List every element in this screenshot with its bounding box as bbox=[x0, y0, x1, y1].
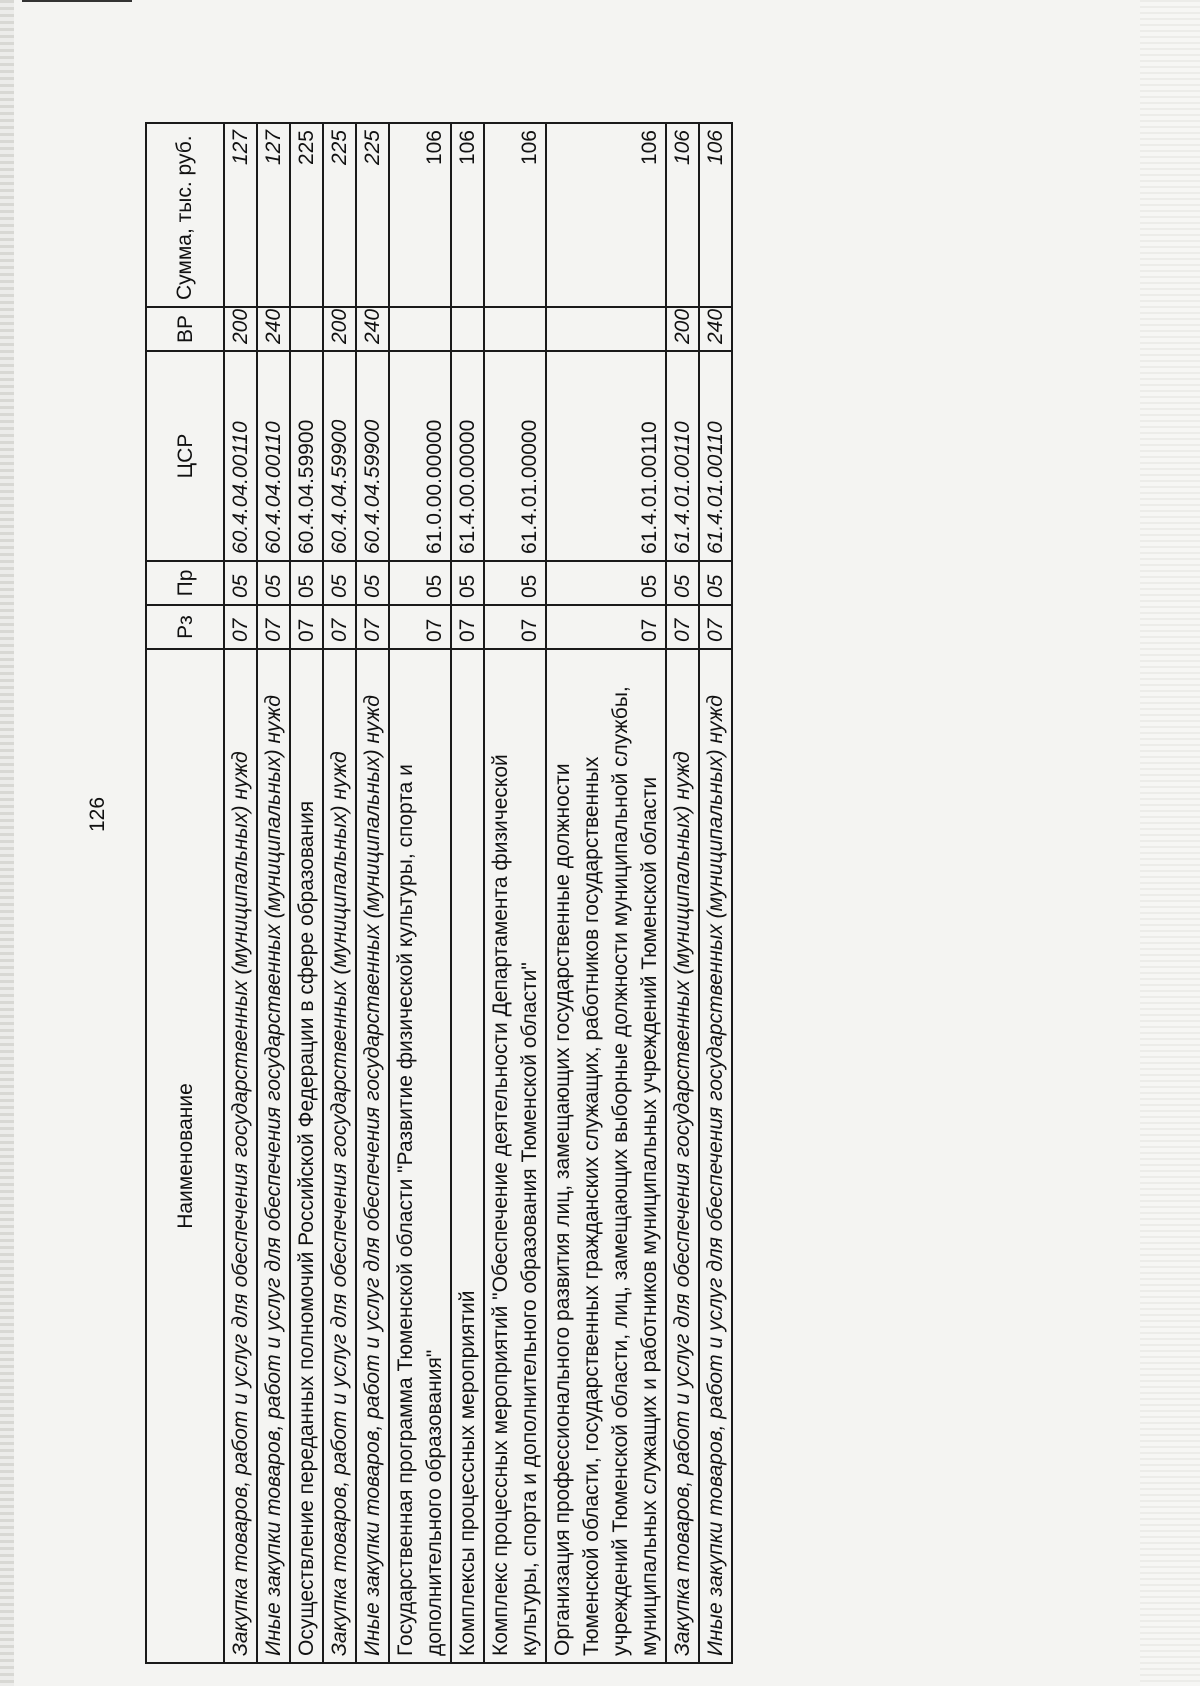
cell-name: Осуществление переданных полномочий Российской Федерации в сфере образования bbox=[290, 649, 323, 1663]
cell-name: Комплексы процессных мероприятий bbox=[451, 649, 484, 1663]
cell-pr: 05 bbox=[224, 561, 257, 605]
cell-csr: 60.4.04.59900 bbox=[356, 351, 389, 561]
table-row bbox=[257, 123, 290, 1663]
cell-name: Закупка товаров, работ и услуг для обеспечения государственных (муниципальных) нужд bbox=[666, 649, 699, 1663]
cell-vr bbox=[546, 307, 666, 351]
cell-pr: 05 bbox=[389, 561, 451, 605]
cell-vr: 240 bbox=[699, 307, 732, 351]
table-row bbox=[546, 123, 666, 1663]
cell-pr: 05 bbox=[451, 561, 484, 605]
cell-vr: 200 bbox=[666, 307, 699, 351]
cell-sum: 225 bbox=[290, 123, 323, 307]
cell-sum: 225 bbox=[356, 123, 389, 307]
table-row bbox=[224, 123, 257, 1663]
cell-csr: 60.4.04.59900 bbox=[323, 351, 356, 561]
table-row bbox=[699, 123, 732, 1663]
cell-pr: 05 bbox=[356, 561, 389, 605]
budget-table bbox=[145, 122, 733, 1664]
header-vr: ВР bbox=[146, 307, 224, 351]
table-row bbox=[389, 123, 451, 1663]
cell-rz: 07 bbox=[666, 605, 699, 649]
cell-pr: 05 bbox=[699, 561, 732, 605]
table-row bbox=[451, 123, 484, 1663]
cell-rz: 07 bbox=[257, 605, 290, 649]
cell-name: Иные закупки товаров, работ и услуг для обеспечения государственных (муниципальных) нужд bbox=[356, 649, 389, 1663]
cell-pr: 05 bbox=[323, 561, 356, 605]
cell-vr: 240 bbox=[257, 307, 290, 351]
table-row bbox=[484, 123, 546, 1663]
cell-vr bbox=[451, 307, 484, 351]
cell-sum: 106 bbox=[451, 123, 484, 307]
header-rz: Рз bbox=[146, 605, 224, 649]
cell-sum: 127 bbox=[257, 123, 290, 307]
header-name: Наименование bbox=[146, 649, 224, 1663]
table-body bbox=[224, 123, 732, 1663]
rotated-table-wrapper bbox=[145, 124, 733, 1664]
cell-vr: 240 bbox=[356, 307, 389, 351]
cell-rz: 07 bbox=[224, 605, 257, 649]
page-number: 126 bbox=[86, 796, 109, 832]
table-row bbox=[356, 123, 389, 1663]
cell-sum: 127 bbox=[224, 123, 257, 307]
cell-vr bbox=[389, 307, 451, 351]
cell-sum: 106 bbox=[484, 123, 546, 307]
cell-pr: 05 bbox=[546, 561, 666, 605]
cell-sum: 106 bbox=[699, 123, 732, 307]
cell-rz: 07 bbox=[290, 605, 323, 649]
cell-rz: 07 bbox=[389, 605, 451, 649]
cell-csr: 61.4.00.00000 bbox=[451, 351, 484, 561]
cell-sum: 106 bbox=[389, 123, 451, 307]
cell-pr: 05 bbox=[257, 561, 290, 605]
cell-rz: 07 bbox=[451, 605, 484, 649]
cell-pr: 05 bbox=[484, 561, 546, 605]
cell-rz: 07 bbox=[699, 605, 732, 649]
scan-edge-left bbox=[0, 0, 14, 1686]
cell-vr bbox=[484, 307, 546, 351]
cell-csr: 61.0.00.00000 bbox=[389, 351, 451, 561]
table-row bbox=[323, 123, 356, 1663]
cell-rz: 07 bbox=[323, 605, 356, 649]
cell-csr: 61.4.01.00000 bbox=[484, 351, 546, 561]
cell-name: Закупка товаров, работ и услуг для обеспечения государственных (муниципальных) нужд bbox=[323, 649, 356, 1663]
header-csr: ЦСР bbox=[146, 351, 224, 561]
cell-rz: 07 bbox=[356, 605, 389, 649]
scan-edge-right bbox=[1140, 0, 1200, 1686]
cell-sum: 106 bbox=[546, 123, 666, 307]
table-row bbox=[290, 123, 323, 1663]
cell-csr: 61.4.01.00110 bbox=[699, 351, 732, 561]
header-pr: Пр bbox=[146, 561, 224, 605]
cell-csr: 60.4.04.00110 bbox=[257, 351, 290, 561]
cell-sum: 106 bbox=[666, 123, 699, 307]
cell-csr: 61.4.01.00110 bbox=[546, 351, 666, 561]
cell-pr: 05 bbox=[666, 561, 699, 605]
cell-rz: 07 bbox=[484, 605, 546, 649]
cell-rz: 07 bbox=[546, 605, 666, 649]
table-row bbox=[666, 123, 699, 1663]
cell-name: Государственная программа Тюменской области "Развитие физической культуры, спорта и дополнительного образования" bbox=[389, 649, 451, 1663]
cell-name: Иные закупки товаров, работ и услуг для обеспечения государственных (муниципальных) нужд bbox=[699, 649, 732, 1663]
cell-name: Иные закупки товаров, работ и услуг для обеспечения государственных (муниципальных) нужд bbox=[257, 649, 290, 1663]
cell-name: Закупка товаров, работ и услуг для обеспечения государственных (муниципальных) нужд bbox=[224, 649, 257, 1663]
header-sum: Сумма, тыс. руб. bbox=[146, 123, 224, 307]
cell-csr: 61.4.01.00110 bbox=[666, 351, 699, 561]
cell-vr: 200 bbox=[224, 307, 257, 351]
cell-vr: 200 bbox=[323, 307, 356, 351]
cell-name: Комплекс процессных мероприятий "Обеспечение деятельности Департамента физической культуры, спорта и дополнительного образования Тюменской области" bbox=[484, 649, 546, 1663]
cell-csr: 60.4.04.00110 bbox=[224, 351, 257, 561]
cell-vr bbox=[290, 307, 323, 351]
table-header-row bbox=[146, 123, 224, 1663]
cell-pr: 05 bbox=[290, 561, 323, 605]
cell-csr: 60.4.04.59900 bbox=[290, 351, 323, 561]
scan-top-line bbox=[22, 0, 132, 2]
cell-name: Организация профессионального развития лиц, замещающих государственные должности Тюменской области, государственных гражданских служащих, работников государственных учреждений Тюменской области, лиц, замещающих выборные должности муниципальной службы, муниципальных служащих и работников муниципальных учреждений Тюменской области bbox=[546, 649, 666, 1663]
cell-sum: 225 bbox=[323, 123, 356, 307]
